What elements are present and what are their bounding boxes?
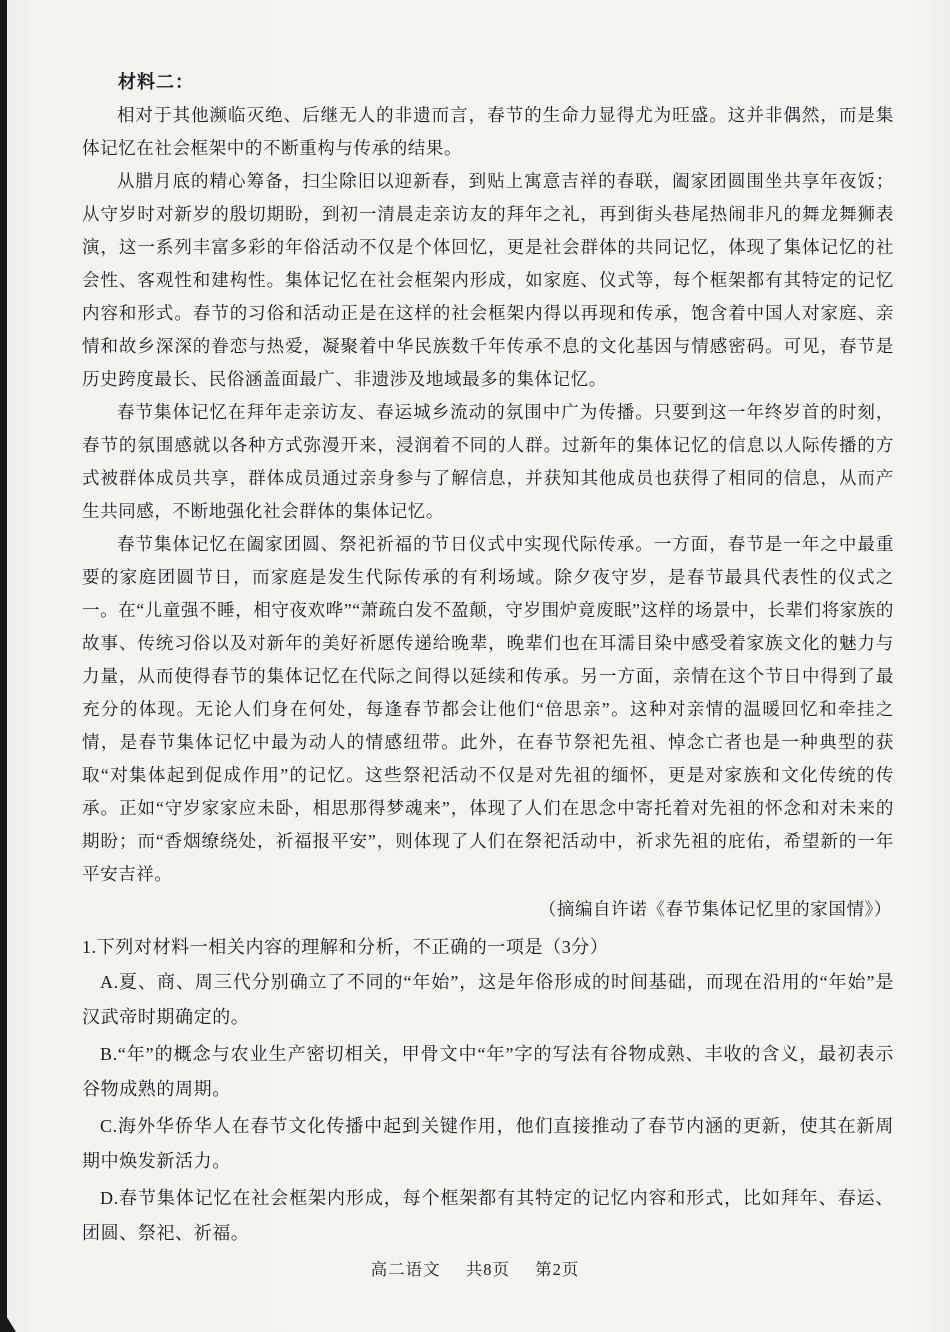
page-footer — [0, 1256, 950, 1280]
scan-edge-artifact — [0, 0, 7, 1332]
question-1-option-b: B.“年”的概念与农业生产密切相关，甲骨文中“年”字的写法有谷物成熟、丰收的含义，最初表示谷物成熟的周期。 — [82, 1044, 894, 1099]
scan-corner-artifact — [0, 1306, 16, 1332]
question-1-option-d: D.春节集体记忆在社会框架内形成，每个框架都有其特定的记忆内容和形式，比如拜年、春运、团圆、祭祀、祈福。 — [82, 1188, 894, 1243]
question-1 — [82, 929, 894, 1251]
footer-page-current: 第2页 — [535, 1260, 580, 1279]
question-1-stem: 1.下列对材料一相关内容的理解和分析，不正确的一项是（3分） — [82, 937, 609, 957]
material-two-heading: 材料二： — [118, 72, 194, 92]
question-1-option-a: A.夏、商、周三代分别确立了不同的“年始”，这是年俗形成的时间基础，而现在沿用的“年始”是汉武帝时期确定的。 — [82, 972, 894, 1027]
material-paragraph-4: 春节集体记忆在阖家团圆、祭祀祈福的节日仪式中实现代际传承。一方面，春节是一年之中最重要的家庭团圆节日，而家庭是发生代际传承的有利场域。除夕夜守岁，是春节最具代表性的仪式之一。在“儿童强不睡，相守夜欢哗”“萧疏白发不盈颠，守岁围炉竟废眠”这样的场景中，长辈们将家族的故事、传统习俗以及对新年的美好祈愿传递给晚辈，晚辈们也在耳濡目染中感受着家族文化的魅力与力量，从而使得春节的集体记忆在代际之间得以延续和传承。另一方面，亲情在这个节日中得到了最充分的体现。无论人们身在何处，每逢春节都会让他们“倍思亲”。这种对亲情的温暖回忆和牵挂之情，是春节集体记忆中最为动人的情感纽带。此外，在春节祭祀先祖、悼念亡者也是一种典型的获取“对集体起到促成作用”的记忆。这些祭祀活动不仅是对先祖的缅怀，更是对家族和文化传统的传承。正如“守岁家家应未卧，相思那得梦魂来”，体现了人们在思念中寄托着对先祖的怀念和对未来的期盼；而“香烟缭绕处，祈福报平安”，则体现了人们在祭祀活动中，祈求先祖的庇佑，希望新的一年平安吉祥。 — [82, 534, 894, 884]
question-1-option-c: C.海外华侨华人在春节文化传播中起到关键作用，他们直接推动了春节内涵的更新，使其在新周期中焕发新活力。 — [82, 1116, 894, 1171]
material-paragraph-2: 从腊月底的精心筹备，扫尘除旧以迎新春，到贴上寓意吉祥的春联，阖家团圆围坐共享年夜饭；从守岁时对新岁的殷切期盼，到初一清晨走亲访友的拜年之礼，再到街头巷尾热闹非凡的舞龙舞狮表演，这一系列丰富多彩的年俗活动不仅是个体回忆，更是社会群体的共同记忆，体现了集体记忆的社会性、客观性和建构性。集体记忆在社会框架内形成，如家庭、仪式等，每个框架都有其特定的记忆内容和形式。春节的习俗和活动正是在这样的社会框架内得以再现和传承，饱含着中国人对家庭、亲情和故乡深深的眷恋与热爱，凝聚着中华民族数千年传承不息的文化基因与情感密码。可见，春节是历史跨度最长、民俗涵盖面最广、非遗涉及地域最多的集体记忆。 — [82, 171, 894, 389]
material-paragraph-1: 相对于其他濒临灭绝、后继无人的非遗而言，春节的生命力显得尤为旺盛。这并非偶然，而是集体记忆在社会框架中的不断重构与传承的结果。 — [82, 105, 894, 158]
page-content — [82, 66, 894, 1253]
footer-pages-total: 共8页 — [465, 1260, 510, 1279]
source-attribution: （摘编自许诺《春节集体记忆里的家国情》） — [538, 899, 892, 919]
material-paragraph-3: 春节集体记忆在拜年走亲访友、春运城乡流动的氛围中广为传播。只要到这一年终岁首的时刻，春节的氛围感就以各种方式弥漫开来，浸润着不同的人群。过新年的集体记忆的信息以人际传播的方式被群体成员共享，群体成员通过亲身参与了解信息，并获知其他成员也获得了相同的信息，从而产生共同感，不断地强化社会群体的集体记忆。 — [82, 402, 894, 521]
footer-subject: 高二语文 — [370, 1260, 441, 1279]
material-two-body — [82, 99, 894, 891]
